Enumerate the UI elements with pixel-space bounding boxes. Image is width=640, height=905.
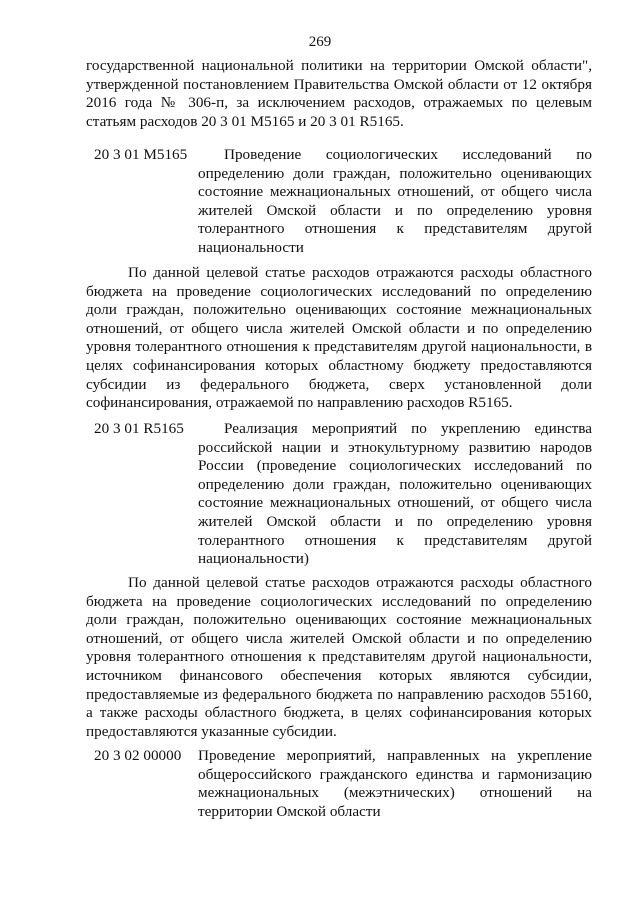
text-line: уровня толерантного отношения к представителям другой национальности, в xyxy=(86,338,592,356)
text-line: уровня толерантного отношения к представителям другой национальности, xyxy=(86,648,592,666)
text-line: территории Омской области xyxy=(198,802,381,820)
text-line: источником финансового обеспечения которых являются субсидии, xyxy=(86,666,592,684)
text-line: России (проведение социологических исследований по xyxy=(198,457,592,475)
text-line: предоставляемые из федерального бюджета по направлению расходов 55160, xyxy=(86,685,592,703)
text-line: отношений, от общего числа жителей Омской области и по определению xyxy=(86,319,592,337)
entry-code: 20 3 01 M5165 xyxy=(94,146,188,163)
text-line: софинансирования, отражаемой по направлению расходов R5165. xyxy=(86,394,513,412)
text-line: общероссийского гражданского единства и гармонизацию xyxy=(198,765,592,783)
text-line: российской нации и этнокультурному развитию народов xyxy=(198,438,592,456)
text-line: По данной целевой статье расходов отражаются расходы областного xyxy=(128,264,592,281)
text-line: национальности xyxy=(198,238,304,256)
page-number: 269 xyxy=(308,34,332,50)
body-paragraph xyxy=(86,264,592,413)
text-line: доли граждан, положительно оценивающих состояние межнациональных xyxy=(86,301,592,319)
text-line: определению доли граждан, положительно оценивающих xyxy=(198,475,592,493)
text-line: а также расходы областного бюджета, в целях софинансирования которых xyxy=(86,704,592,722)
text-line: бюджета на проведение социологических исследований по определению xyxy=(86,592,592,610)
entry-code: 20 3 01 R5165 xyxy=(94,420,184,437)
entry-description xyxy=(198,747,592,821)
text-line: жителей Омской области и по определению уровня xyxy=(198,512,592,530)
text-line: жителей Омской области и по определению уровня xyxy=(198,201,592,219)
text-line: межнациональных (межэтнических) отношений на xyxy=(198,784,592,802)
text-line: предоставляются указанные субсидии. xyxy=(86,722,337,740)
entry-code: 20 3 02 00000 xyxy=(94,747,182,764)
text-line: утвержденной постановлением Правительства Омской области от 12 октября xyxy=(86,75,592,93)
text-line: доли граждан, положительно оценивающих состояние межнациональных xyxy=(86,611,592,629)
text-line: Реализация мероприятий по укреплению единства xyxy=(224,420,592,437)
text-line: целях софинансирования которых областному бюджету предоставляются xyxy=(86,356,592,374)
text-line: статьям расходов 20 3 01 M5165 и 20 3 01 R5165. xyxy=(86,112,404,130)
entry-description xyxy=(198,146,592,258)
text-line: толерантного отношения к представителям другой xyxy=(198,531,592,549)
text-line: определению доли граждан, положительно оценивающих xyxy=(198,164,592,182)
intro-paragraph xyxy=(86,57,592,131)
text-line: Проведение мероприятий, направленных на укрепление xyxy=(198,747,592,764)
text-line: состояние межнациональных отношений, от общего числа xyxy=(198,494,592,512)
text-line: толерантного отношения к представителям другой xyxy=(198,220,592,238)
text-line: отношений, от общего числа жителей Омской области и по определению xyxy=(86,629,592,647)
body-paragraph xyxy=(86,574,592,741)
text-line: состояние межнациональных отношений, от общего числа xyxy=(198,183,592,201)
text-line: бюджета на проведение социологических исследований по определению xyxy=(86,282,592,300)
entry-description xyxy=(198,420,592,569)
text-line: национальности) xyxy=(198,550,309,568)
text-line: По данной целевой статье расходов отражаются расходы областного xyxy=(128,574,592,591)
text-line: государственной национальной политики на территории Омской области", xyxy=(86,57,592,74)
text-line: 2016 года № 306-п, за исключением расходов, отражаемых по целевым xyxy=(86,94,592,112)
text-line: субсидии из федерального бюджета, сверх установленной доли xyxy=(86,375,592,393)
text-line: Проведение социологических исследований по xyxy=(224,146,592,163)
